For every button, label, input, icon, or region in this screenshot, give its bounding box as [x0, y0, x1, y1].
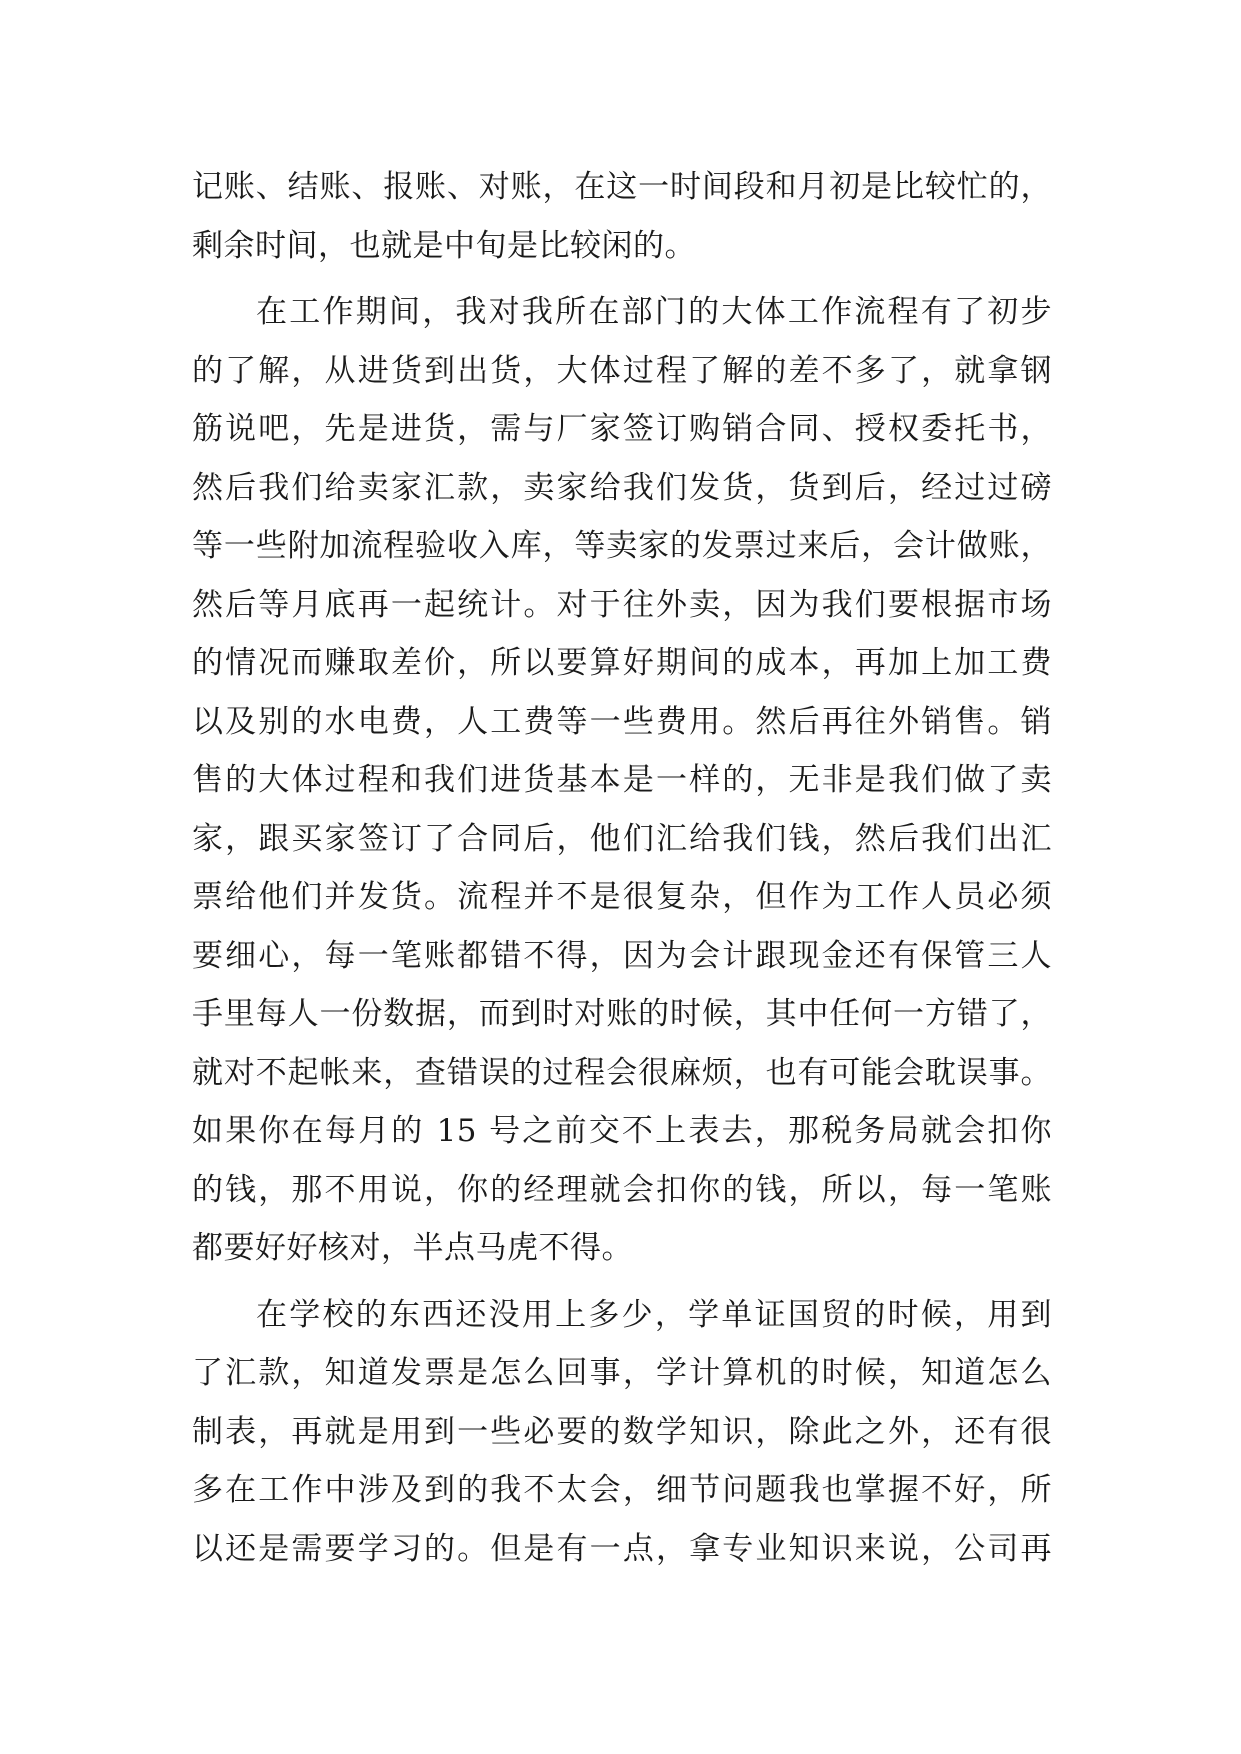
text-line: 然后我们给卖家汇款，卖家给我们发货，货到后，经过过磅 — [192, 469, 1052, 506]
text-line: 手里每人一份数据，而到时对账的时候，其中任何一方错了， — [192, 996, 1052, 1032]
paragraph — [192, 1286, 1052, 1579]
document-body — [192, 158, 1052, 1578]
text-line: 的钱，那不用说，你的经理就会扣你的钱，所以，每一笔账 — [192, 1171, 1052, 1208]
paragraph — [192, 283, 1052, 1278]
text-line: 等一些附加流程验收入库，等卖家的发票过来后，会计做账， — [192, 528, 1052, 564]
text-line: 在学校的东西还没用上多少，学单证国贸的时候，用到 — [256, 1296, 1052, 1333]
text-line: 在工作期间，我对我所在部门的大体工作流程有了初步 — [256, 294, 1052, 330]
text-line: 家，跟买家签订了合同后，他们汇给我们钱，然后我们出汇 — [192, 820, 1052, 857]
text-line: 以还是需要学习的。但是有一点，拿专业知识来说，公司再 — [192, 1530, 1052, 1567]
text-line: 记账、结账、报账、对账，在这一时间段和月初是比较忙的， — [192, 169, 1052, 205]
text-line: 就对不起帐来，查错误的过程会很麻烦，也有可能会耽误事。 — [192, 1054, 1052, 1091]
text-line: 的了解，从进货到出货，大体过程了解的差不多了，就拿钢 — [192, 352, 1052, 389]
text-line: 了汇款，知道发票是怎么回事，学计算机的时候，知道怎么 — [192, 1355, 1052, 1391]
text-line: 制表，再就是用到一些必要的数学知识，除此之外，还有很 — [192, 1413, 1052, 1450]
text-line: 然后等月底再一起统计。对于往外卖，因为我们要根据市场 — [192, 586, 1052, 623]
text-line: 剩余时间，也就是中旬是比较闲的。 — [192, 227, 696, 264]
text-line: 售的大体过程和我们进货基本是一样的，无非是我们做了卖 — [192, 762, 1052, 798]
text-line: 多在工作中涉及到的我不太会，细节问题我也掌握不好，所 — [192, 1472, 1052, 1508]
paragraph — [192, 158, 1052, 275]
text-line: 票给他们并发货。流程并不是很复杂，但作为工作人员必须 — [192, 879, 1052, 915]
text-line: 都要好好核对，半点马虎不得。 — [192, 1230, 633, 1266]
text-line: 筋说吧，先是进货，需与厂家签订购销合同、授权委托书， — [192, 411, 1052, 447]
text-line: 的情况而赚取差价，所以要算好期间的成本，再加上加工费 — [192, 645, 1052, 681]
text-line: 如果你在每月的 15 号之前交不上表去，那税务局就会扣你 — [192, 1113, 1052, 1149]
text-line: 要细心，每一笔账都错不得，因为会计跟现金还有保管三人 — [192, 937, 1052, 974]
text-line: 以及别的水电费，人工费等一些费用。然后再往外销售。销 — [192, 703, 1052, 740]
